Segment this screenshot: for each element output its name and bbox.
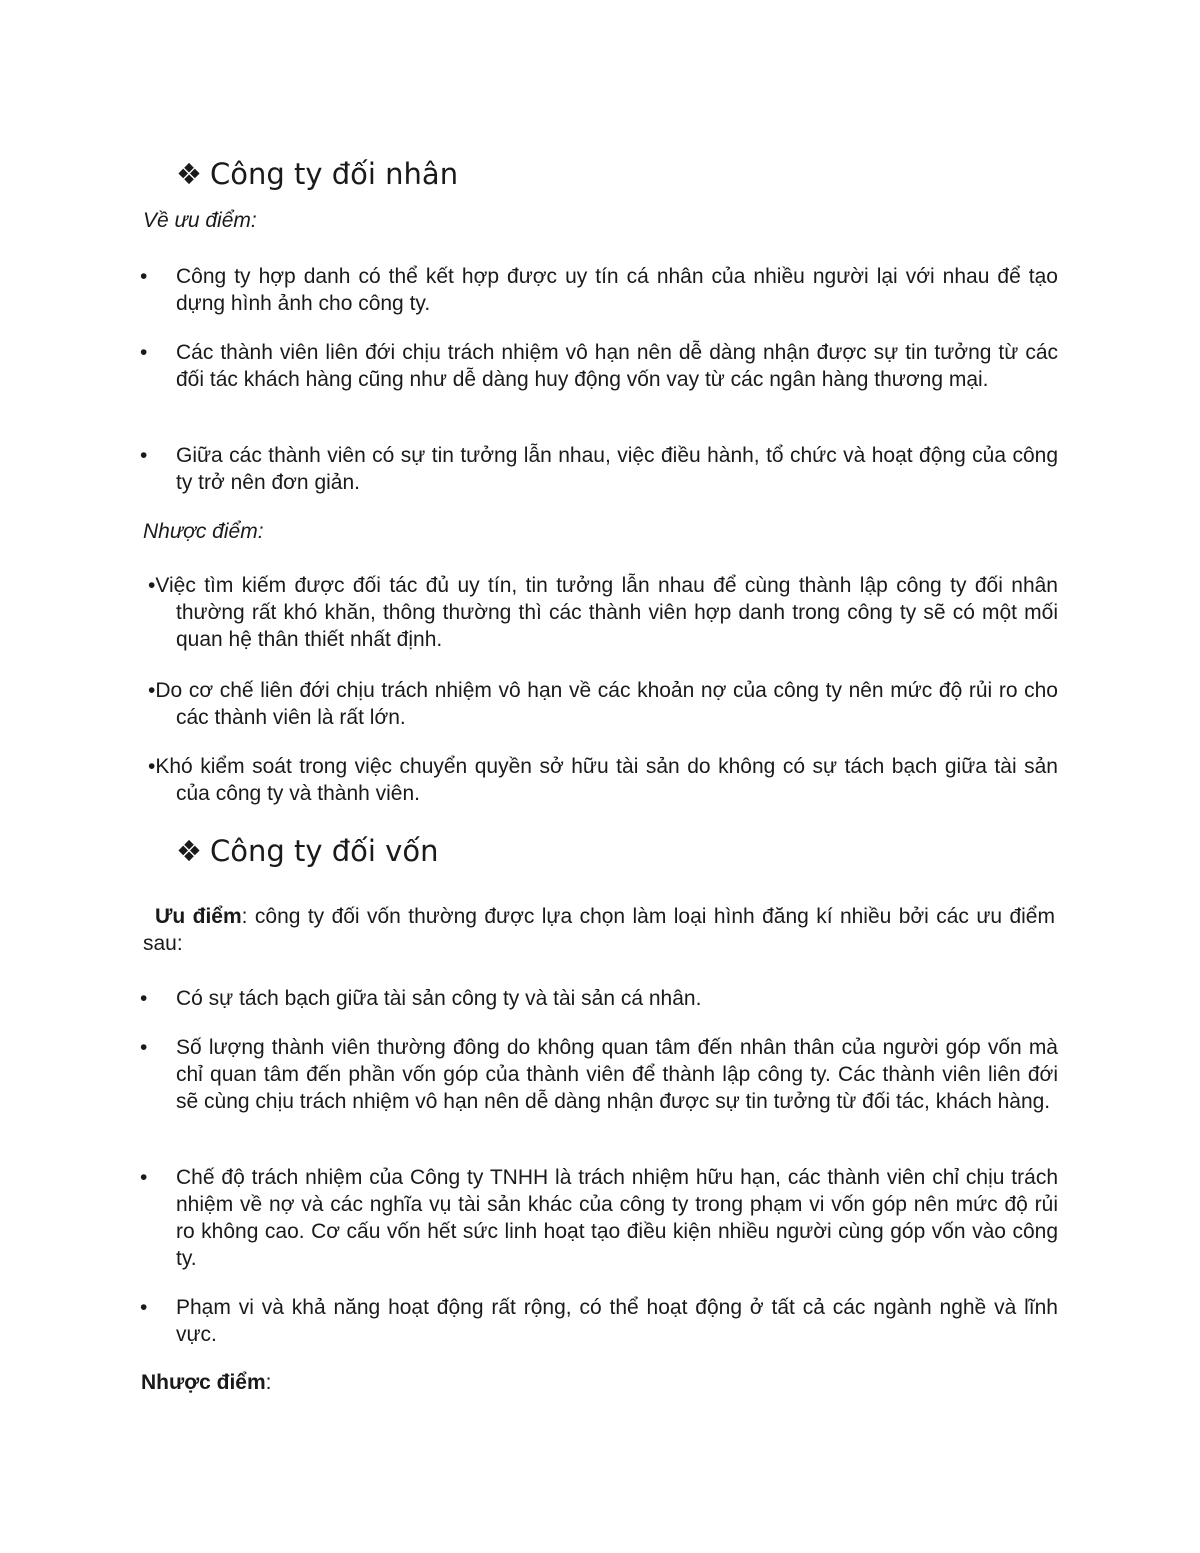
diamond-bullet-icon: ❖ — [176, 834, 202, 868]
advantages-bold-label: Ưu điểm — [155, 905, 242, 928]
list-item-text: Các thành viên liên đới chịu trách nhiệm vô hạn nên dễ dàng nhận được sự tin tưởng từ các đối tác khách hàng cũng như dễ dàng huy động vốn vay từ các ngân hàng thương mại. — [176, 341, 1058, 391]
list-item-text: Số lượng thành viên thường đông do không quan tâm đến nhân thân của người góp vốn mà chỉ quan tâm đến phần vốn góp của thành viên để thành lập công ty. Các thành viên liên đới sẽ cùng chịu trách nhiệm vô hạn nên dễ dàng nhận được sự tin tưởng từ đối tác, khách hàng. — [176, 1036, 1058, 1113]
section-heading-doi-nhan — [176, 156, 458, 192]
list-item-text: Chế độ trách nhiệm của Công ty TNHH là trách nhiệm hữu hạn, các thành viên chỉ chịu trách nhiệm về nợ và các nghĩa vụ tài sản khác của công ty trong phạm vi vốn góp nên mức độ rủi ro không cao. Cơ cấu vốn hết sức linh hoạt tạo điều kiện nhiều người cùng góp vốn vào công ty. — [176, 1166, 1058, 1270]
list-item — [141, 572, 1058, 653]
bullet-icon: • — [140, 341, 148, 364]
list-item-text: Giữa các thành viên có sự tin tưởng lẫn nhau, việc điều hành, tổ chức và hoạt động của công ty trở nên đơn giản. — [176, 444, 1058, 494]
list-item — [141, 677, 1058, 731]
bullet-icon: • — [148, 755, 156, 778]
bullet-icon: • — [140, 1296, 148, 1319]
intro-paragraph — [143, 903, 1055, 957]
disadvantages-label: Nhược điểm: — [143, 520, 264, 543]
list-item-text: Do cơ chế liên đới chịu trách nhiệm vô hạn về các khoản nợ của công ty nên mức độ rủi ro cho các thành viên là rất lớn. — [155, 679, 1058, 729]
bullet-icon: • — [148, 679, 156, 702]
list-item — [141, 753, 1058, 807]
bullet-icon: • — [140, 265, 148, 288]
bullet-icon: • — [140, 1036, 148, 1059]
bullet-icon: • — [148, 574, 156, 597]
diamond-bullet-icon: ❖ — [176, 157, 202, 191]
intro-text: : công ty đối vốn thường được lựa chọn làm loại hình đăng kí nhiều bởi các ưu điểm sau: — [143, 905, 1055, 955]
disadvantages-bold-label: Nhược điểm — [141, 1371, 266, 1394]
section-title: Công ty đối nhân — [210, 157, 459, 191]
list-item-text: Việc tìm kiếm được đối tác đủ uy tín, tin tưởng lẫn nhau để cùng thành lập công ty đối nhân thường rất khó khăn, thông thường thì các thành viên hợp danh trong công ty sẽ có một mối quan hệ thân thiết nhất định. — [155, 574, 1058, 651]
bullet-icon: • — [140, 444, 148, 467]
list-item-text: Khó kiểm soát trong việc chuyển quyền sở hữu tài sản do không có sự tách bạch giữa tài sản của công ty và thành viên. — [155, 755, 1058, 805]
list-item-text: Phạm vi và khả năng hoạt động rất rộng, có thể hoạt động ở tất cả các ngành nghề và lĩnh vực. — [176, 1296, 1058, 1346]
advantages-label: Về ưu điểm: — [143, 209, 257, 232]
bullet-icon: • — [140, 1166, 148, 1189]
disadvantages-label — [141, 1369, 272, 1397]
section-heading-doi-von — [176, 833, 438, 869]
list-item-text: Có sự tách bạch giữa tài sản công ty và tài sản cá nhân. — [176, 987, 702, 1010]
section-title: Công ty đối vốn — [210, 834, 439, 868]
bullet-icon: • — [140, 987, 148, 1010]
list-item-text: Công ty hợp danh có thể kết hợp được uy tín cá nhân của nhiều người lại với nhau để tạo dựng hình ảnh cho công ty. — [176, 265, 1058, 315]
disadvantages-colon: : — [265, 1371, 272, 1394]
